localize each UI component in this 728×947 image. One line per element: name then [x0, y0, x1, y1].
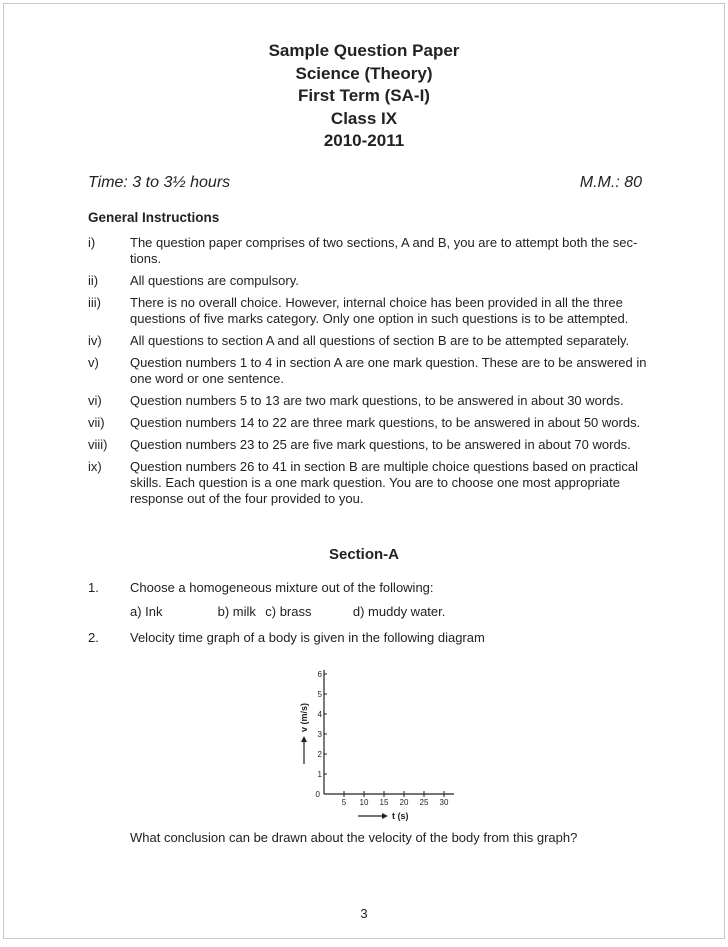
instruction-number: iii)	[88, 295, 101, 310]
option-c: c) brass	[265, 604, 312, 619]
x-tick-label: 5	[341, 798, 347, 807]
section-a-title: Section-A	[328, 546, 399, 563]
instruction-text: Question numbers 14 to 22 are three mark questions, to be answered in about 50 words.	[130, 415, 641, 430]
y-tick-label: 2	[317, 750, 322, 759]
instruction-item	[88, 295, 668, 327]
instruction-item	[88, 415, 668, 431]
page-number: 3	[360, 906, 368, 921]
option-a: a) Ink	[130, 604, 163, 619]
y-tick-label: 6	[317, 670, 322, 679]
y-tick-label: 1	[317, 770, 322, 779]
instruction-number: v)	[88, 355, 99, 370]
instruction-text: There is no overall choice. However, internal choice has been provided in all the three questions of five marks category. Only one option in such questions is to be attempted.	[130, 295, 629, 326]
paper-header	[4, 40, 724, 153]
instruction-text: Question numbers 1 to 4 in section A are one mark question. These are to be answered in one word or one sentence.	[130, 355, 647, 386]
instruction-item	[88, 355, 668, 387]
instruction-number: i)	[88, 235, 96, 250]
question-text: Choose a homogeneous mixture out of the following:	[130, 580, 434, 595]
x-tick-label: 30	[439, 798, 449, 807]
instruction-text: Question numbers 26 to 41 in section B are multiple choice questions based on practical skills. Each question is a one mark question. You are to choose one most appropriate response out of the four provided to you.	[130, 459, 639, 506]
y-tick-label: 4	[317, 710, 322, 719]
instruction-item	[88, 333, 668, 349]
instruction-item	[88, 437, 668, 453]
question-1	[88, 580, 434, 595]
question-2-follow-up: What conclusion can be drawn about the velocity of the body from this graph?	[130, 830, 578, 845]
option-d: d) muddy water.	[352, 604, 446, 619]
y-axis-label: v (m/s)	[299, 702, 309, 732]
instruction-number: viii)	[88, 437, 108, 452]
instruction-number: iv)	[88, 333, 102, 348]
question-text: Velocity time graph of a body is given in the following diagram	[130, 630, 485, 645]
instruction-number: vi)	[88, 393, 102, 408]
instruction-text: Question numbers 23 to 25 are five mark questions, to be answered in about 70 words.	[130, 437, 631, 452]
instruction-number: vii)	[88, 415, 105, 430]
y-tick-label: 0	[315, 790, 320, 799]
x-axis-label: t (s)	[392, 811, 409, 821]
instructions-list	[88, 235, 668, 513]
instruction-number: ii)	[88, 273, 99, 288]
instruction-text: All questions are compulsory.	[130, 273, 299, 288]
x-label-arrowhead	[382, 813, 388, 819]
question-1-options	[130, 604, 445, 619]
y-tick-label: 5	[317, 690, 322, 699]
question-number: 2.	[88, 630, 99, 645]
instruction-item	[88, 393, 668, 409]
instruction-item	[88, 235, 668, 267]
option-b: b) milk	[217, 604, 256, 619]
x-tick-label: 15	[379, 798, 389, 807]
velocity-time-graph	[286, 664, 466, 824]
instruction-number: ix)	[88, 459, 102, 474]
header-class: Class IX	[330, 108, 398, 128]
general-instructions-title: General Instructions	[88, 210, 220, 225]
instruction-item	[88, 273, 668, 289]
document-page	[3, 3, 725, 939]
header-title: Sample Question Paper	[268, 41, 460, 60]
x-tick-label: 10	[359, 798, 369, 807]
question-number: 1.	[88, 580, 99, 595]
max-marks: M.M.: 80	[579, 174, 642, 191]
time-allowed: Time: 3 to 3½ hours	[88, 174, 231, 191]
header-term: First Term (SA-I)	[298, 86, 430, 105]
x-tick-label: 20	[399, 798, 409, 807]
instruction-text: The question paper comprises of two sections, A and B, you are to attempt both the sec- tions.	[130, 235, 638, 266]
y-tick-label: 3	[317, 730, 322, 739]
instruction-text: Question numbers 5 to 13 are two mark questions, to be answered in about 30 words.	[130, 393, 624, 408]
header-year: 2010-2011	[323, 131, 405, 150]
y-label-arrowhead	[301, 736, 307, 742]
instruction-text: All questions to section A and all questions of section B are to be attempted separately.	[130, 333, 630, 348]
header-subject: Science (Theory)	[295, 63, 433, 83]
question-2	[88, 630, 485, 645]
instruction-item	[88, 459, 668, 507]
x-tick-label: 25	[419, 798, 429, 807]
